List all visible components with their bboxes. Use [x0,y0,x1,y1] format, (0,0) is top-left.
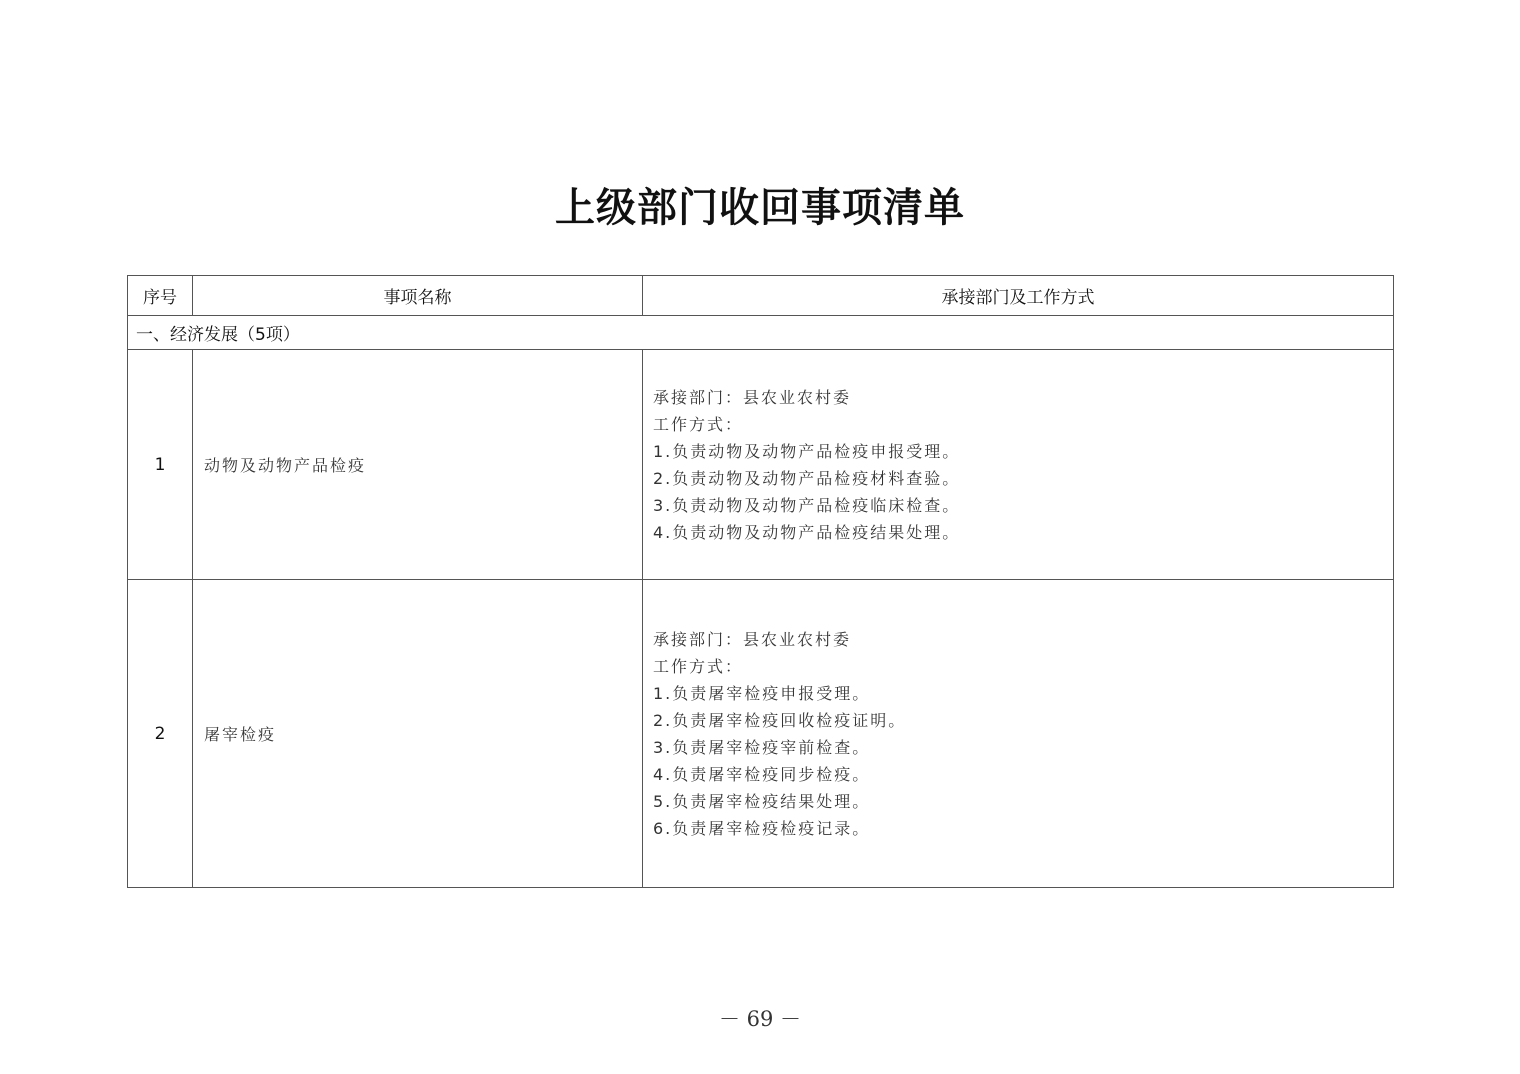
method-item: 4.负责动物及动物产品检疫结果处理。 [653,522,961,542]
row-department-cell [643,350,1394,580]
method-item: 2.负责动物及动物产品检疫材料查验。 [653,468,961,488]
method-label: 工作方式： [653,656,744,676]
table-row [128,350,1394,580]
header-item-name: 事项名称 [193,276,643,316]
row-serial-number: 1 [128,350,193,580]
row-item-name: 动物及动物产品检疫 [193,350,643,580]
document-title: 上级部门收回事项清单 [555,184,965,231]
method-item: 6.负责屠宰检疫检疫记录。 [653,818,871,838]
method-item: 2.负责屠宰检疫回收检疫证明。 [653,710,907,730]
method-item: 1.负责屠宰检疫申报受理。 [653,683,871,703]
row-item-name: 屠宰检疫 [193,580,643,888]
department-line: 承接部门：县农业农村委 [653,629,852,649]
method-item: 3.负责动物及动物产品检疫临床检查。 [653,495,961,515]
method-item: 1.负责动物及动物产品检疫申报受理。 [653,441,961,461]
section-title: 一、经济发展（5项） [128,316,1394,350]
header-department-and-method: 承接部门及工作方式 [643,276,1394,316]
items-table [127,275,1394,888]
row-department-cell [643,580,1394,888]
page-number: － 69 － [718,1007,802,1031]
method-item: 4.负责屠宰检疫同步检疫。 [653,764,871,784]
row-serial-number: 2 [128,580,193,888]
table-header-row [128,276,1394,316]
method-label: 工作方式： [653,414,744,434]
table-row [128,580,1394,888]
section-row [128,316,1394,350]
method-item: 5.负责屠宰检疫结果处理。 [653,791,871,811]
header-serial-number: 序号 [128,276,193,316]
department-line: 承接部门：县农业农村委 [653,387,852,407]
method-item: 3.负责屠宰检疫宰前检查。 [653,737,871,757]
